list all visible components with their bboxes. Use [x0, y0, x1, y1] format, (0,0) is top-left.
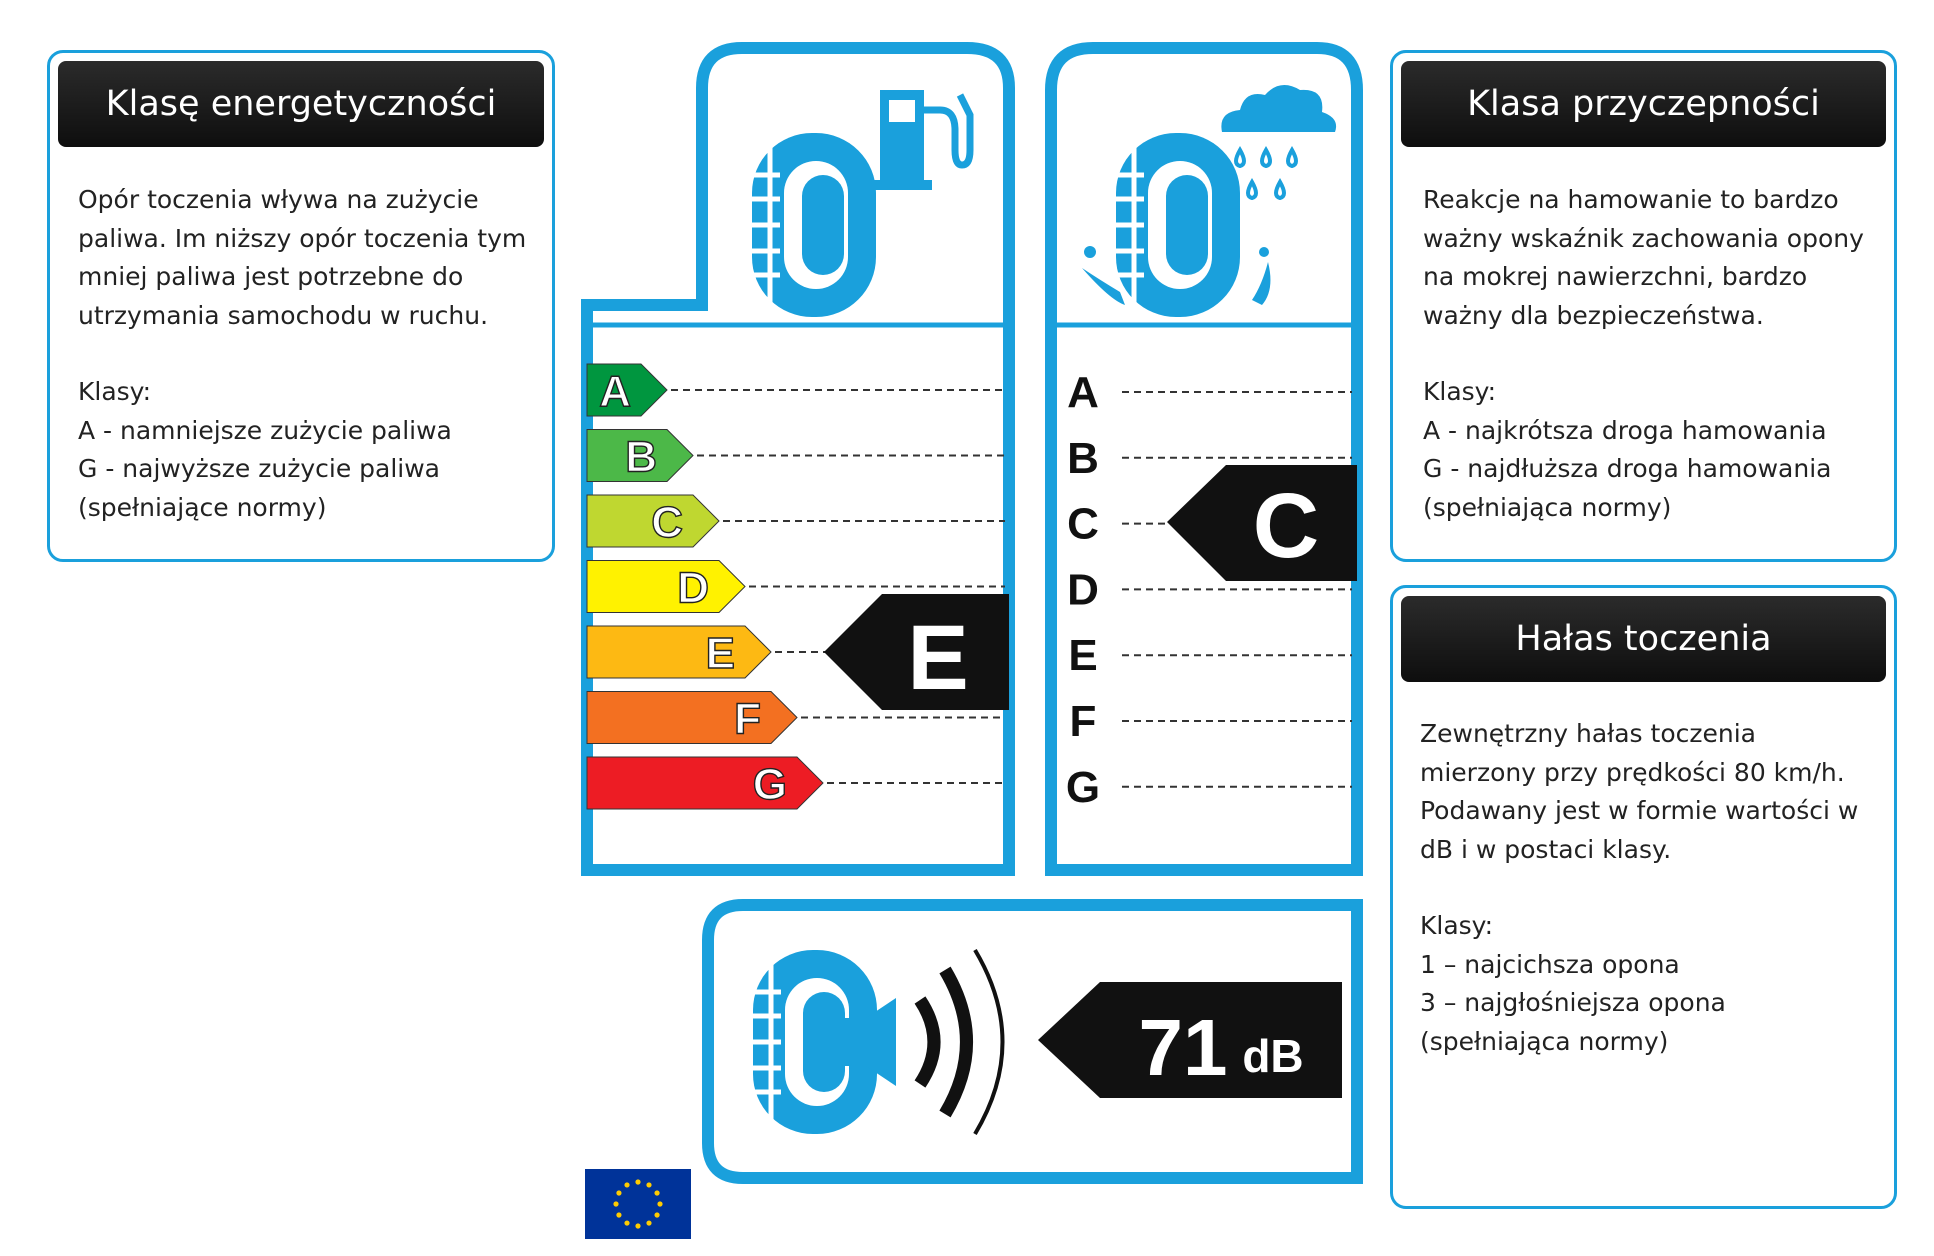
noise-value-arrow [1038, 982, 1342, 1098]
grip-paragraph-line: ważny wskaźnik zachowania opony [1423, 223, 1864, 253]
eu-star [624, 1220, 629, 1225]
energy-class-line: A - namniejsze zużycie paliwa [78, 415, 452, 445]
grip-class-line: (spełniająca normy) [1423, 492, 1672, 522]
grip-scale-letter: F [1069, 697, 1097, 746]
eu-star [646, 1220, 651, 1225]
energy-info-title: Klasę energetyczności [58, 61, 544, 147]
eu-star [624, 1182, 629, 1187]
noise-value: 71 [1138, 1003, 1228, 1092]
grip-paragraph-line: na mokrej nawierzchni, bardzo [1423, 262, 1808, 291]
energy-tyre-icon [752, 133, 876, 317]
noise-class-line: 1 – najcichsza opona [1420, 949, 1680, 979]
eu-star [646, 1182, 651, 1187]
grip-class-line: A - najkrótsza droga hamowania [1423, 415, 1827, 445]
energy-scale-letter: A [599, 367, 631, 416]
noise-classes-heading: Klasy: [1420, 911, 1494, 940]
energy-paragraph-line: mniej paliwa jest potrzebne do [78, 262, 464, 291]
eu-star [635, 1179, 640, 1184]
grip-paragraph-line: Reakcje na hamowanie to bardzo [1423, 185, 1839, 214]
grip-scale-letter: A [1067, 368, 1099, 417]
grip-scale-letter: D [1067, 565, 1099, 615]
noise-unit: dB [1242, 1030, 1304, 1082]
eu-star [613, 1201, 618, 1206]
grip-selected-letter: C [1252, 475, 1320, 577]
energy-scale-letter: F [734, 694, 761, 744]
eu-star [616, 1190, 621, 1195]
energy-class-line: G - najwyższe zużycie paliwa [78, 454, 440, 483]
eu-star [654, 1190, 659, 1195]
grip-class-line: G - najdłuższa droga hamowania [1423, 454, 1832, 483]
noise-paragraph-line: Podawany jest w formie wartości w [1420, 796, 1859, 825]
eu-star [657, 1201, 662, 1206]
eu-star [635, 1223, 640, 1228]
noise-paragraph-line: Zewnętrzny hałas toczenia [1420, 719, 1756, 748]
noise-paragraph-line: dB i w postaci klasy. [1420, 834, 1672, 864]
grip-scale-letter: B [1067, 433, 1099, 483]
noise-info-title: Hałas toczenia [1401, 596, 1886, 682]
noise-class-line: 3 – najgłośniejsza opona [1420, 988, 1726, 1017]
energy-paragraph-line: utrzymania samochodu w ruchu. [78, 300, 489, 330]
energy-classes-heading: Klasy: [78, 377, 152, 406]
eu-flag-icon [585, 1169, 691, 1239]
energy-scale-letter: E [705, 629, 735, 678]
grip-scale-letter: E [1068, 631, 1098, 681]
energy-scale-letter: B [625, 432, 657, 482]
energy-selected-letter: E [907, 607, 969, 709]
energy-class-line: (spełniające normy) [78, 492, 327, 522]
eu-star [654, 1212, 659, 1217]
grip-scale-letter: G [1065, 762, 1101, 812]
energy-scale-letter: C [651, 498, 683, 547]
energy-scale-letter: D [677, 563, 709, 613]
energy-paragraph-line: paliwa. Im niższy opór toczenia tym [78, 223, 527, 253]
energy-paragraph-line: Opór toczenia wływa na zużycie [78, 185, 479, 214]
grip-info-title: Klasa przyczepności [1401, 61, 1886, 147]
eu-star [616, 1212, 621, 1217]
grip-paragraph-line: ważny dla bezpieczeństwa. [1423, 300, 1764, 330]
grip-tyre-icon [1116, 133, 1240, 317]
noise-paragraph-line: mierzony przy prędkości 80 km/h. [1420, 757, 1845, 787]
noise-class-line: (spełniająca normy) [1420, 1026, 1669, 1056]
grip-scale-letter: C [1067, 499, 1099, 549]
energy-scale-letter: G [752, 760, 787, 809]
grip-classes-heading: Klasy: [1423, 377, 1497, 406]
